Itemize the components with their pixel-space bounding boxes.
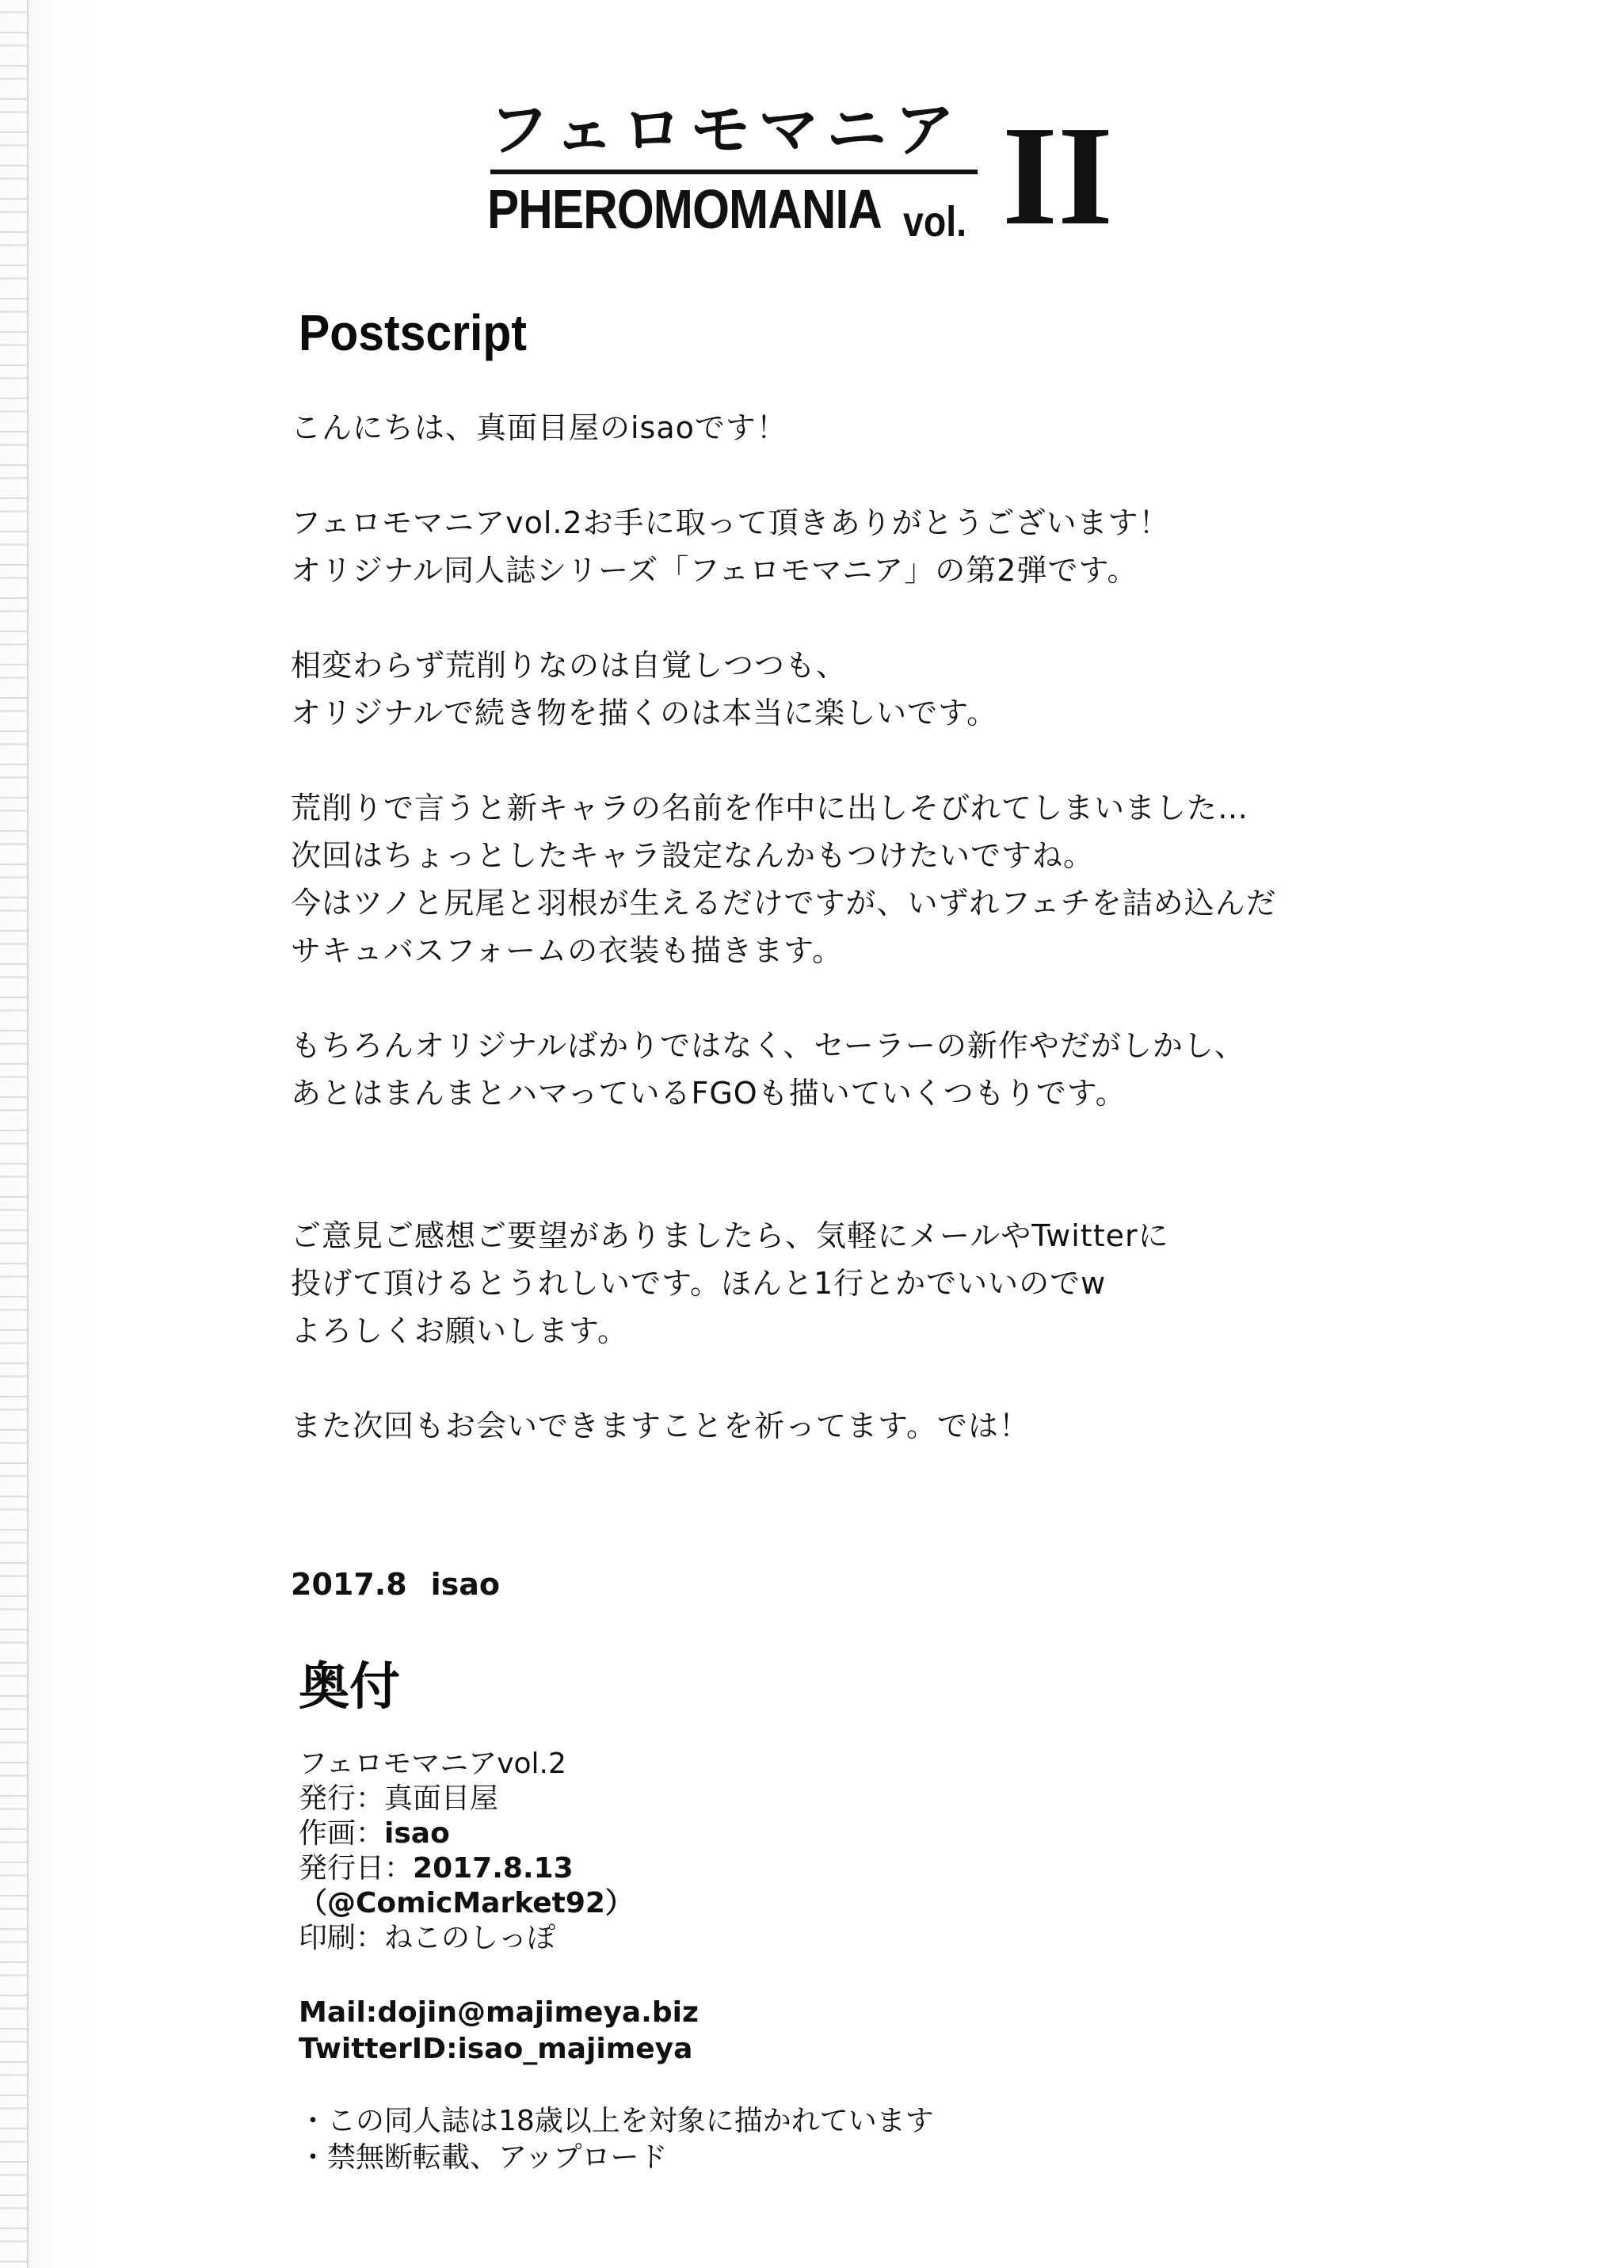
colophon-event-row [299,1886,634,1921]
colophon-date-row [299,1851,634,1886]
logo-english-title: PHEROMOMANIA [487,178,883,240]
postscript-line: サキュバスフォームの衣装も描きます。 [291,933,844,968]
postscript-heading: Postscript [299,304,527,361]
postscript-line: オリジナル同人誌シリーズ「フェロモマニア」の第2弾です。 [291,553,1138,588]
postscript-line: よろしくお願いします。 [291,1313,628,1348]
postscript-line: フェロモマニアvol.2お手に取って頂きありがとうございます！ [291,505,1170,540]
logo-volume-numeral: II [1002,97,1114,254]
colophon-details [299,1747,634,1956]
postscript-line: 投げて頂けるとうれしいです。ほんと1行とかでいいのでw [291,1266,1107,1301]
postscript-line: 次回はちょっとしたキャラ設定なんかもつけたいですね。 [291,838,1095,873]
torn-paper-edge [0,0,29,2268]
logo-japanese-title: フェロモマニア [489,94,963,165]
colophon-printer: ねこのしっぽ [384,1922,556,1954]
logo-underline [490,170,978,174]
postscript-line: ご意見ご感想ご要望がありましたら、気軽にメールやTwitterに [291,1218,1169,1253]
colophon-heading: 奥付 [299,1658,400,1717]
postscript-line: あとはまんまとハマっているFGOも描いていくつもりです。 [291,1076,1127,1111]
postscript-line: オリジナルで続き物を描くのは本当に楽しいです。 [291,696,998,730]
colophon-date-label: 発行日： [299,1852,414,1885]
postscript-line: また次回もお会いできますことを祈ってます。では！ [291,1408,1030,1443]
colophon-printer-label: 印刷： [299,1922,385,1954]
signature-date: 2017.8 [291,1567,407,1602]
postscript-body [291,404,1352,1450]
colophon-artist: isao [384,1817,450,1850]
signature-name: isao [430,1567,501,1602]
title-logo [487,94,1114,254]
colophon-artist-row [299,1816,634,1851]
logo-volume-label: vol. [903,198,967,246]
note-no-reproduction: ・禁無断転載、アップロード [299,2141,668,2174]
note-age-restriction: ・この同人誌は18歳以上を対象に描かれています [299,2105,934,2137]
colophon-notes [299,2103,934,2176]
postscript-line: こんにちは、真面目屋のisaoです！ [291,410,787,445]
colophon-printer-row [299,1921,634,1956]
postscript-line: もちろんオリジナルばかりではなく、セーラーの新作やだがしかし、 [291,1028,1245,1063]
contact-twitter: TwitterID:isao_majimeya [299,2033,693,2065]
contact-mail: Mail:dojin@majimeya.biz [299,1996,699,2029]
colophon-publisher-row [299,1782,634,1816]
colophon-event: （@ComicMarket92） [299,1887,634,1919]
postscript-line: 相変わらず荒削りなのは自覚しつつも、 [291,648,848,683]
colophon-title: フェロモマニアvol.2 [299,1748,566,1780]
contact-info [299,1995,699,2068]
colophon-artist-label: 作画： [299,1817,385,1850]
colophon-title-row [299,1747,634,1782]
colophon-date: 2017.8.13 [413,1852,574,1885]
postscript-signature [291,1561,500,1608]
postscript-line: 荒削りで言うと新キャラの名前を作中に出しそびれてしまいました… [291,791,1249,825]
colophon-publisher: 真面目屋 [384,1782,499,1815]
colophon-publisher-label: 発行： [299,1782,385,1815]
postscript-line: 今はツノと尻尾と羽根が生えるだけですが、いずれフェチを詰め込んだ [291,886,1277,921]
